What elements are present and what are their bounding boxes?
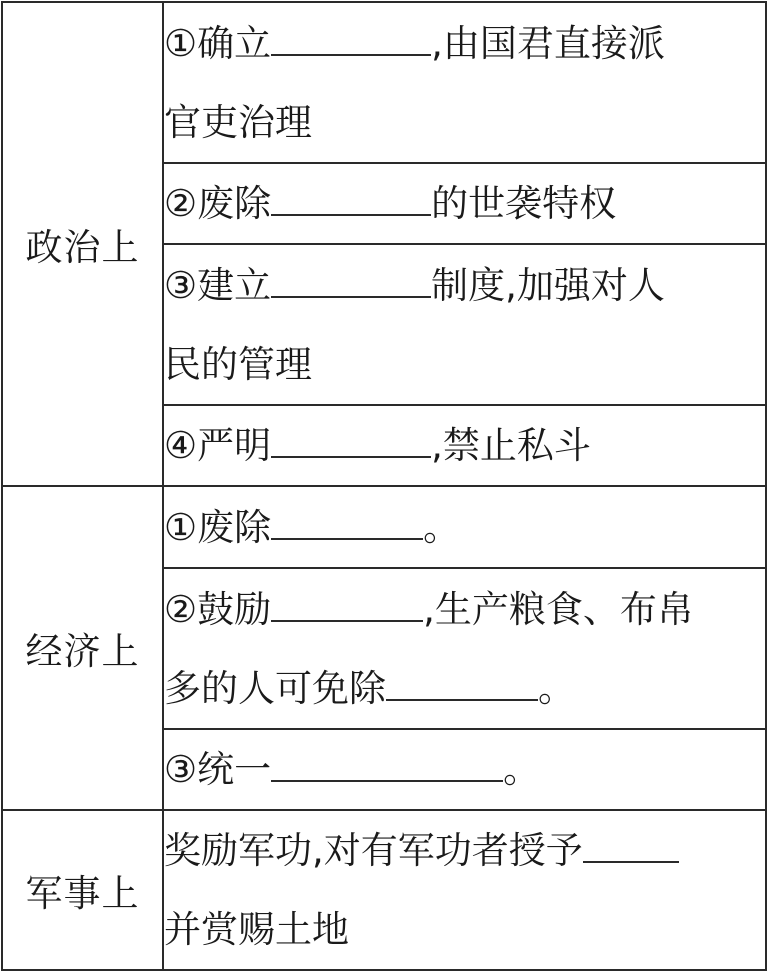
item-text: ③建立: [164, 263, 272, 307]
politics-item-2: [163, 163, 766, 244]
item-text: ②鼓励: [164, 587, 272, 631]
fill-blank[interactable]: [271, 24, 431, 56]
item-text: 奖励军功,对有军功者授予: [164, 829, 583, 872]
table-row: [2, 810, 766, 970]
military-item: [163, 810, 766, 970]
politics-item-1: [163, 2, 766, 163]
category-politics: 政治上: [2, 2, 163, 486]
economy-item-3: [163, 729, 766, 810]
fill-blank[interactable]: [271, 426, 431, 458]
item-text: ,由国君直接派: [431, 21, 665, 65]
item-text: ①废除: [164, 505, 272, 549]
item-text: 。: [423, 505, 461, 549]
economy-item-2: [163, 568, 766, 729]
fill-blank[interactable]: [271, 508, 423, 540]
fill-blank[interactable]: [386, 669, 538, 701]
fill-blank[interactable]: [583, 831, 679, 863]
item-text: ④严明: [164, 424, 272, 467]
item-text: 多的人可免除: [164, 666, 386, 710]
item-text: ②废除: [164, 182, 272, 225]
politics-item-4: [163, 405, 766, 486]
item-text: ③统一: [164, 748, 272, 791]
item-text: ①确立: [164, 21, 272, 65]
item-text: ,生产粮食、布帛: [423, 587, 694, 631]
table-row: [2, 486, 766, 568]
category-military: 军事上: [2, 810, 163, 970]
reform-table: [1, 1, 767, 971]
table-row: [2, 2, 766, 163]
item-text: 的世袭特权: [431, 182, 617, 225]
item-text: 并赏赐土地: [164, 908, 349, 951]
politics-item-3: [163, 244, 766, 405]
economy-item-1: [163, 486, 766, 568]
item-text: 制度,加强对人: [431, 263, 665, 307]
category-economy: 经济上: [2, 486, 163, 810]
fill-blank[interactable]: [271, 266, 431, 298]
item-text: ,禁止私斗: [431, 424, 591, 467]
item-text: 民的管理: [164, 342, 312, 386]
fill-blank[interactable]: [271, 590, 423, 622]
item-text: 。: [538, 666, 575, 710]
item-text: 。: [503, 748, 541, 791]
item-text: 官吏治理: [164, 100, 312, 144]
fill-blank[interactable]: [271, 750, 503, 782]
fill-blank[interactable]: [271, 184, 431, 216]
